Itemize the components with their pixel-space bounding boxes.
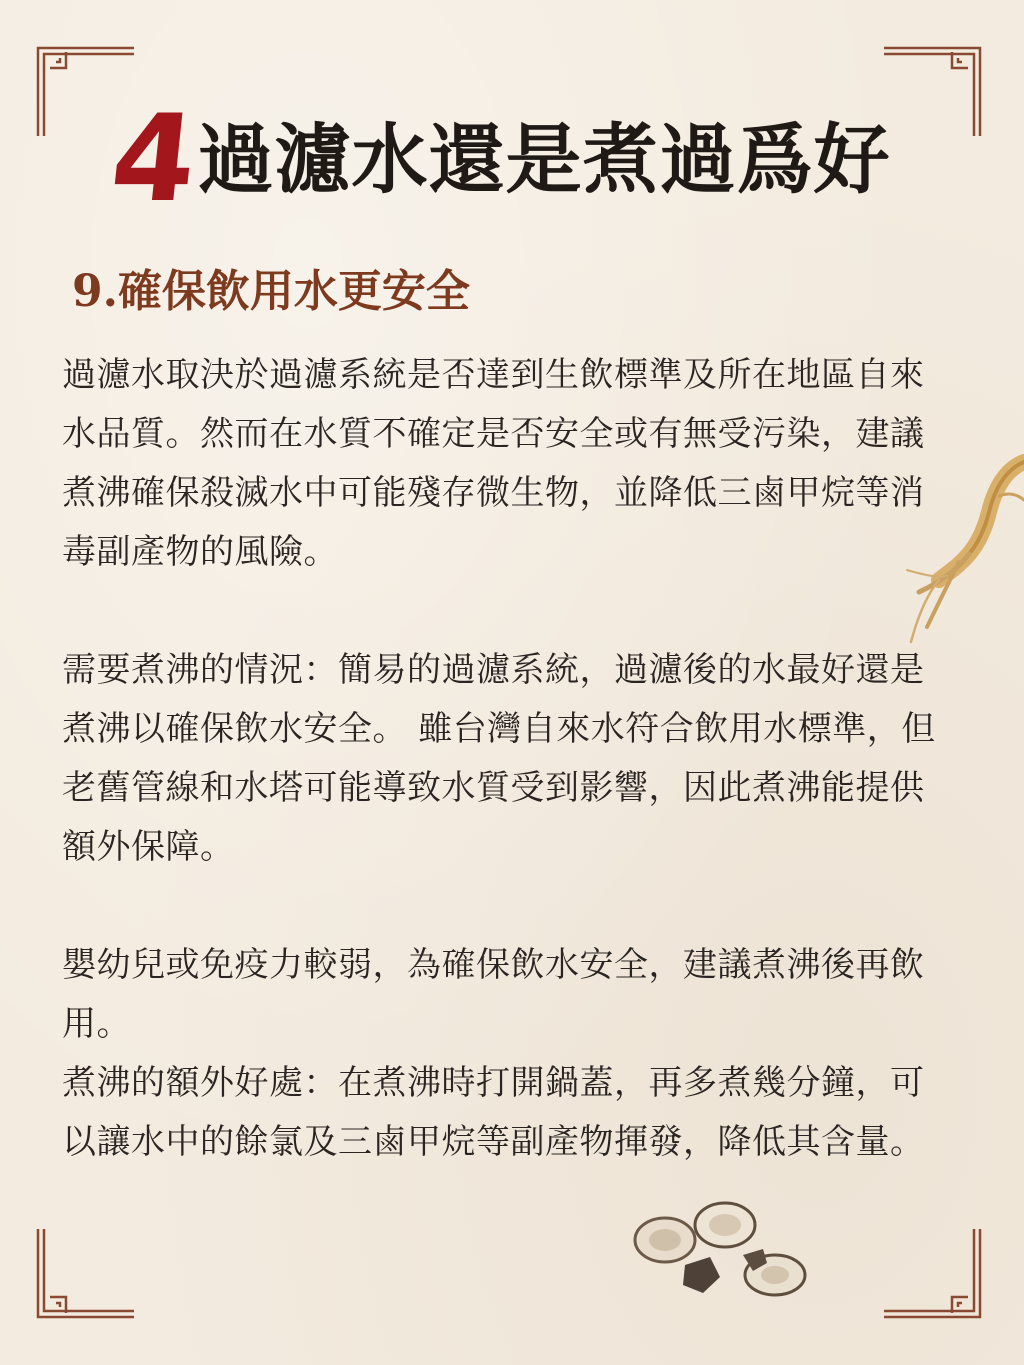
section-subtitle: 9.確保飲用水更安全 — [72, 266, 470, 317]
paragraph-infants: 嬰幼兒或免疫力較弱，為確保飲水安全，建議煮沸後再飲用。 — [62, 945, 925, 1044]
title-row — [104, 90, 962, 229]
paragraph-filter-quality: 過濾水取決於過濾系統是否達到生飲標準及所在地區自來水品質。然而在水質不確定是否安全或有無受污染，建議煮沸確保殺滅水中可能殘存微生物，並降低三鹵甲烷等消毒副產物的風險。 — [62, 355, 925, 572]
paragraph-spacer — [62, 582, 957, 641]
article-body — [62, 346, 957, 1172]
corner-ornament-bottom-right — [882, 1227, 982, 1327]
title-number: 4 — [104, 90, 199, 229]
paragraph-when-to-boil: 需要煮沸的情況：簡易的過濾系統，過濾後的水最好還是煮沸以確保飲水安全。 雖台灣自來水符合飲用水標準，但老舊管線和水塔可能導致水質受到影響，因此煮沸能提供額外保障。 — [62, 650, 936, 867]
paragraph-extra-benefits: 煮沸的額外好處：在煮沸時打開鍋蓋，再多煮幾分鐘，可以讓水中的餘氯及三鹵甲烷等副產物揮發，降低其含量。 — [62, 1063, 925, 1162]
page-title: 過濾水還是煮過爲好 — [197, 115, 891, 204]
herb-slices-icon — [625, 1195, 815, 1305]
paragraph-spacer — [62, 877, 957, 936]
ginseng-root-icon — [899, 452, 1024, 652]
corner-ornament-bottom-left — [36, 1227, 136, 1327]
